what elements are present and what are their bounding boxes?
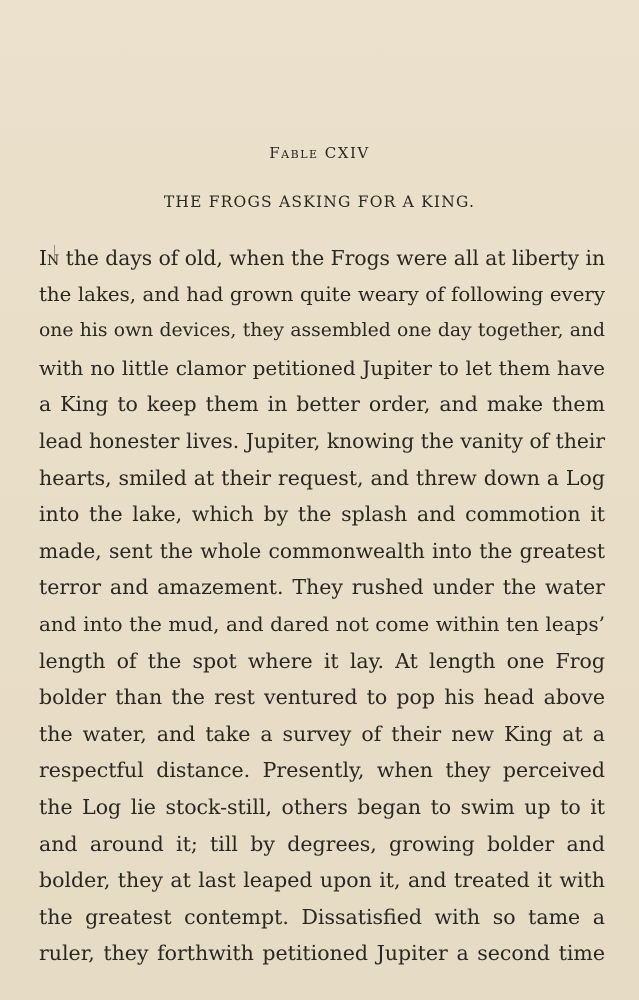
text-line: lead honester lives. Jupiter, knowing the vanity of their xyxy=(39,428,605,453)
text-line: hearts, smiled at their request, and threw down a Log xyxy=(39,465,605,490)
text-line: made, sent the whole commonwealth into the greatest xyxy=(39,538,605,563)
fable-body-text xyxy=(39,240,605,972)
text-line: a King to keep them in better order, and make them xyxy=(39,392,605,417)
fable-title: THE FROGS ASKING FOR A KING. xyxy=(163,193,476,211)
text-line: length of the spot where it lay. At length one Frog xyxy=(39,648,605,673)
opening-word: In xyxy=(39,246,60,270)
text-line: with no little clamor petitioned Jupiter to let them have xyxy=(39,355,605,380)
text-line: ruler, they forthwith petitioned Jupiter a second time xyxy=(39,941,605,966)
text-line: and into the mud, and dared not come within ten leaps’ xyxy=(39,611,605,636)
text-line: respectful distance. Presently, when they perceived xyxy=(39,758,605,783)
text-line: terror and amazement. They rushed under the water xyxy=(39,575,605,600)
text-line: the water, and take a survey of their new King at a xyxy=(39,721,605,746)
text-line: and around it; till by degrees, growing bolder and xyxy=(39,831,605,856)
text-line: the greatest contempt. Dissatisfied with so tame a xyxy=(39,904,605,929)
text-line: one his own devices, they assembled one day together, and xyxy=(39,320,605,342)
text-line: bolder than the rest ventured to pop his head above xyxy=(39,685,605,710)
text-line: into the lake, which by the splash and commotion it xyxy=(39,502,605,527)
text-line: the Log lie stock-still, others began to swim up to it xyxy=(39,794,605,819)
text-line: In the days of old, when the Frogs were all at liberty in xyxy=(39,246,606,270)
text-line: bolder, they at last leaped upon it, and treated it with xyxy=(39,868,605,893)
fable-number: Fable CXIV xyxy=(269,144,370,162)
text-line: the lakes, and had grown quite weary of following every xyxy=(39,282,605,306)
